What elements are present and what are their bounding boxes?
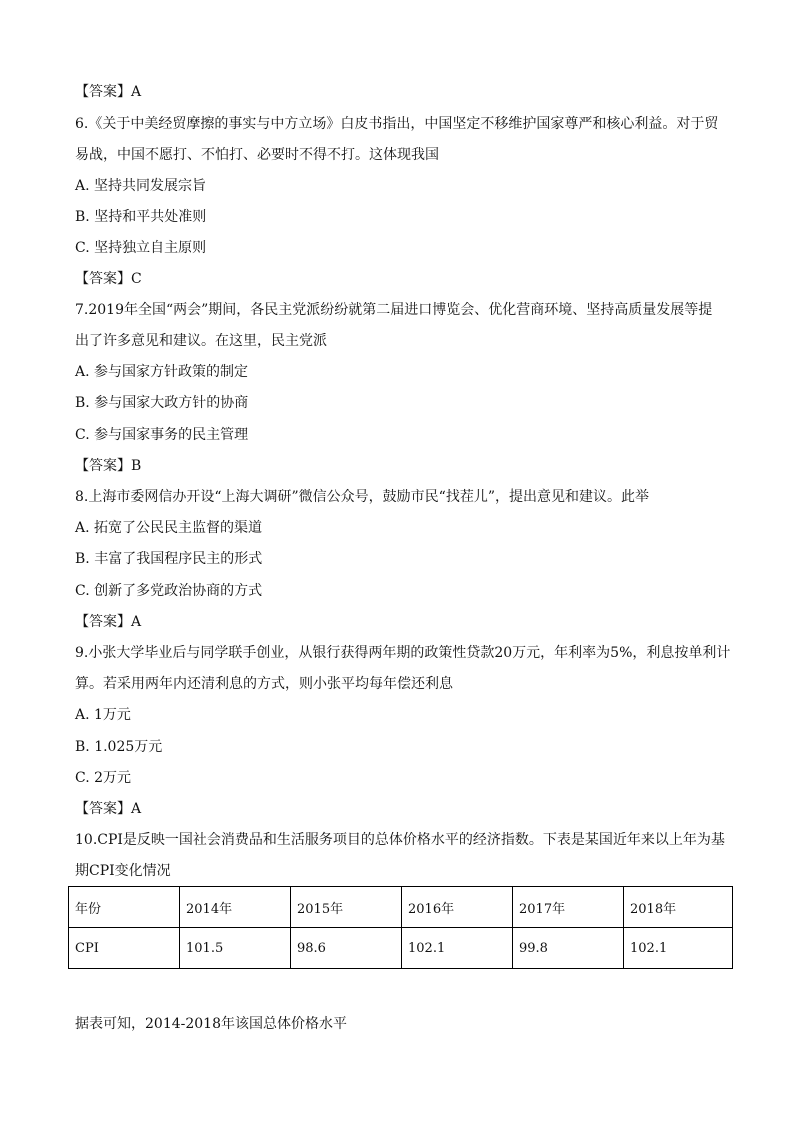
answer-key: 【答案】A	[75, 801, 142, 817]
table-header-cell: 2014年	[180, 887, 291, 928]
table-header-row	[69, 887, 733, 928]
table-header-cell: 2018年	[624, 887, 733, 928]
question-stem-line: 10.CPI是反映一国社会消费品和生活服务项目的总体价格水平的经济指数。下表是某国近年来以上年为基	[75, 832, 725, 848]
question-stem-line: 出了许多意见和建议。在这里，民主党派	[75, 333, 327, 349]
question-stem-line: 8.上海市委网信办开设“上海大调研”微信公众号，鼓励市民“找茬儿”，提出意见和建议。此举	[75, 489, 649, 505]
table-cell: 102.1	[624, 928, 733, 969]
answer-option: A. 拓宽了公民民主监督的渠道	[75, 520, 263, 536]
table-header-cell: 2015年	[291, 887, 402, 928]
table-cell: 102.1	[402, 928, 513, 969]
table-cell: 101.5	[180, 928, 291, 969]
answer-key: 【答案】A	[75, 84, 142, 100]
table-header-cell: 2016年	[402, 887, 513, 928]
answer-key: 【答案】C	[75, 271, 142, 287]
table-header-cell: 2017年	[513, 887, 624, 928]
answer-option: C. 坚持独立自主原则	[75, 240, 207, 256]
question-stem-line: 算。若采用两年内还清利息的方式，则小张平均每年偿还利息	[75, 676, 453, 692]
answer-option: A. 1万元	[75, 707, 131, 723]
answer-key: 【答案】A	[75, 614, 142, 630]
table-row	[69, 928, 733, 969]
answer-option: B. 1.025万元	[75, 739, 163, 755]
question-stem-line: 6.《关于中美经贸摩擦的事实与中方立场》白皮书指出，中国坚定不移维护国家尊严和核心利益。对于贸	[75, 116, 719, 132]
answer-key: 【答案】B	[75, 458, 142, 474]
table-cell: 98.6	[291, 928, 402, 969]
table-header-cell: 年份	[69, 887, 180, 928]
question-stem-line: 易战，中国不愿打、不怕打、必要时不得不打。这体现我国	[75, 147, 439, 163]
answer-option: C. 2万元	[75, 770, 132, 786]
table-conclusion-prompt: 据表可知，2014-2018年该国总体价格水平	[75, 1016, 347, 1032]
answer-option: B. 参与国家大政方针的协商	[75, 395, 249, 411]
answer-option: A. 参与国家方针政策的制定	[75, 364, 249, 380]
table-cell: CPI	[69, 928, 180, 969]
answer-option: C. 参与国家事务的民主管理	[75, 427, 249, 443]
cpi-table	[68, 886, 733, 969]
answer-option: A. 坚持共同发展宗旨	[75, 178, 207, 194]
question-stem-line: 期CPI变化情况	[75, 863, 171, 879]
table-cell: 99.8	[513, 928, 624, 969]
answer-option: B. 丰富了我国程序民主的形式	[75, 551, 263, 567]
answer-option: C. 创新了多党政治协商的方式	[75, 583, 263, 599]
question-stem-line: 7.2019年全国“两会”期间，各民主党派纷纷就第二届进口博览会、优化营商环境、坚持高质量发展等提	[75, 302, 713, 318]
answer-option: B. 坚持和平共处准则	[75, 209, 207, 225]
question-stem-line: 9.小张大学毕业后与同学联手创业，从银行获得两年期的政策性贷款20万元，年利率为5%，利息按单利计	[75, 645, 731, 661]
